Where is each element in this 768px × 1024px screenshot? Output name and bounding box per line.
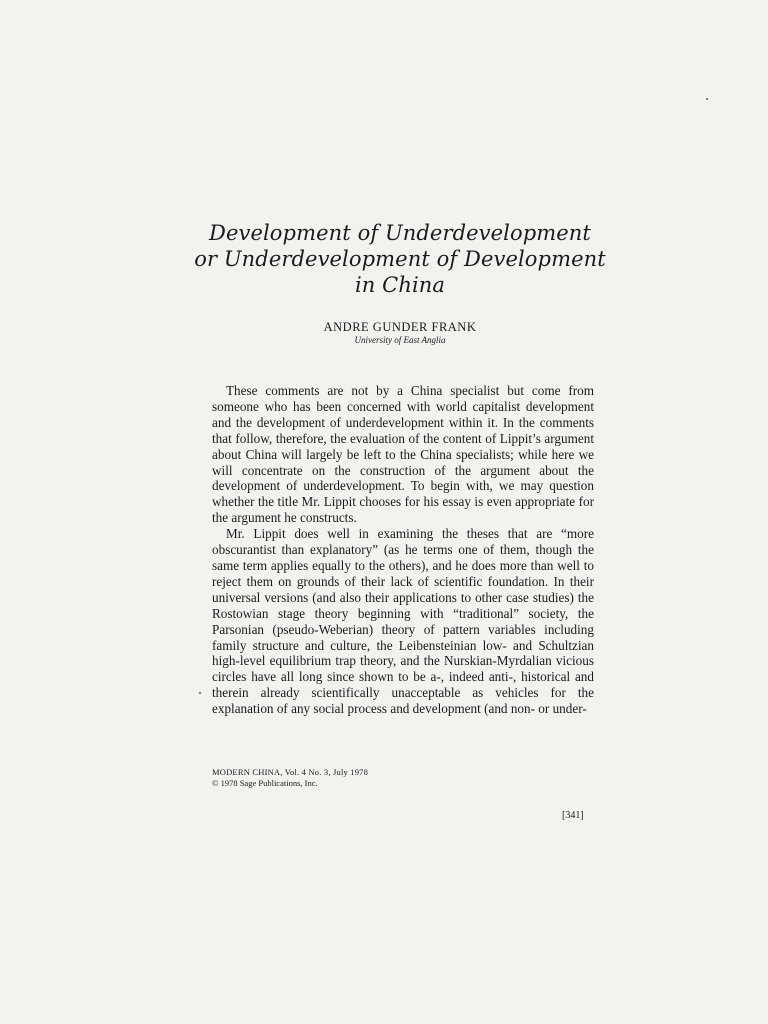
author-affiliation: University of East Anglia [354,335,446,345]
scan-speck [199,692,201,694]
publication-footnote [212,767,512,789]
title-line-2: or Underdevelopment of Development [194,247,606,271]
title-line-3: in China [354,273,446,297]
copyright-notice: © 1978 Sage Publications, Inc. [212,778,318,788]
article-body [212,383,594,717]
scan-speck [706,98,708,100]
journal-citation: MODERN CHINA, Vol. 4 No. 3, July 1978 [212,767,369,777]
paragraph-2: Mr. Lippit does well in examining the theses that are “more obscurantist than explanatory” (as he terms one of them, though the same term applies equally to the others), and he does more than well to reject them on grounds of their lack of scientific foundation. In their universal versions (and also their applications to other case studies) the Rostowian stage theory beginning with “traditional” society, the Parsonian (pseudo-Weberian) theory of pattern variables including family structure and culture, the Leibensteinian low- and Schultzian high-level equilibrium trap theory, and the Nurskian-Myrdalian vicious circles have all long since shown to be a-, indeed anti-, historical and therein already scientifically unacceptable as vehicles for the explanation of any social process and development (and non- or under- [212,526,594,717]
page-number: [341] [562,810,584,821]
title-line-1: Development of Underdevelopment [209,221,591,245]
paragraph-1: These comments are not by a China specialist but come from someone who has been concerned with world capitalist development and the development of underdevelopment within it. In the comments that follow, therefore, the evaluation of the content of Lippit’s argument about China will largely be left to the China specialists; while here we will concentrate on the construction of the argument about the development of underdevelopment. To begin with, we may question whether the title Mr. Lippit chooses for his essay is even appropriate for the argument he constructs. [212,383,594,526]
article-title [180,220,620,298]
author-name: ANDRE GUNDER FRANK [323,320,477,334]
